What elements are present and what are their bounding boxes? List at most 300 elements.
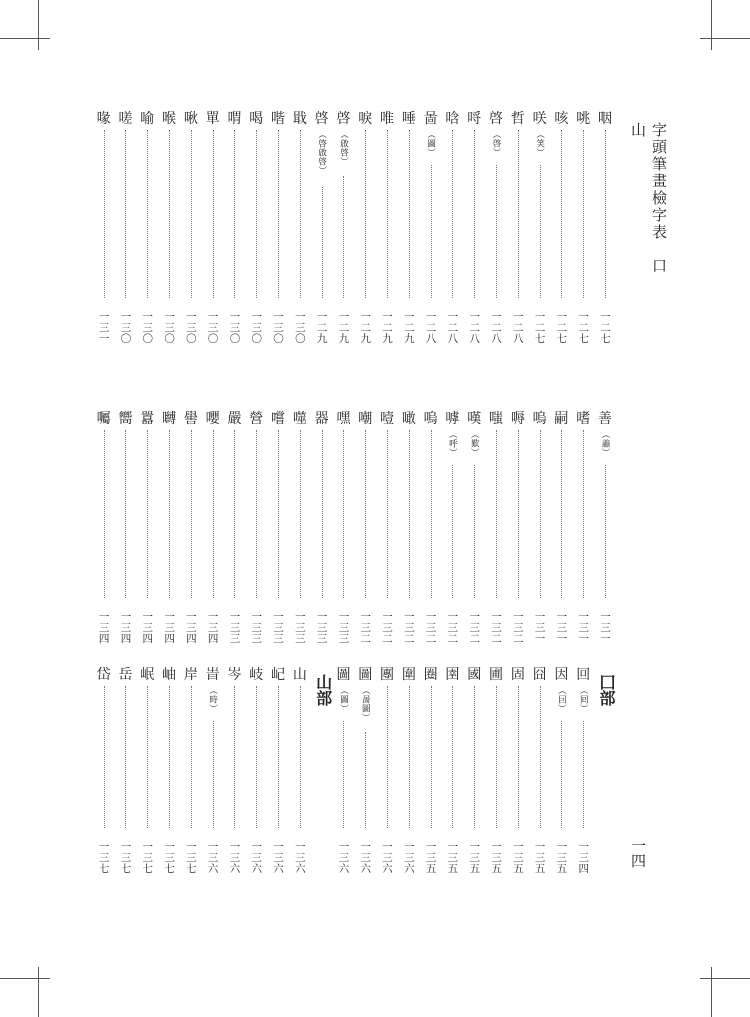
dot-leader bbox=[452, 130, 453, 298]
entry-char: 岑 bbox=[227, 667, 242, 683]
entry-page: 一二八 bbox=[468, 311, 481, 344]
dot-leader bbox=[518, 130, 519, 298]
dot-leader bbox=[540, 430, 541, 598]
entry-char: 因 bbox=[554, 667, 569, 683]
entry-page: 一三七 bbox=[163, 841, 176, 874]
index-entry bbox=[442, 112, 463, 344]
dot-leader bbox=[322, 187, 323, 298]
entry-char: 啾 bbox=[183, 111, 198, 127]
entry-char: 啓 bbox=[314, 111, 329, 127]
index-band-3 bbox=[93, 668, 616, 874]
index-entry bbox=[159, 412, 180, 644]
index-entry bbox=[94, 668, 115, 874]
entry-page: 一三七 bbox=[141, 841, 154, 874]
entry-page: 一三〇 bbox=[250, 311, 263, 344]
entry-page: 一三六 bbox=[402, 841, 415, 874]
entry-page: 一二九 bbox=[381, 311, 394, 344]
index-entry bbox=[246, 112, 267, 344]
entry-page: 一三三 bbox=[337, 611, 350, 644]
entry-char: 嚳 bbox=[183, 411, 198, 427]
crop-mark bbox=[38, 0, 39, 50]
entry-char: 嚐 bbox=[271, 411, 286, 427]
entry-char: 啓 bbox=[489, 111, 504, 127]
entry-page: 一二八 bbox=[424, 311, 437, 344]
entry-page: 一三〇 bbox=[228, 311, 241, 344]
entry-char: 圍 bbox=[401, 667, 416, 683]
entry-page: 一三四 bbox=[119, 611, 132, 644]
entry-char: 屺 bbox=[271, 667, 286, 683]
dot-leader bbox=[278, 430, 279, 598]
index-entry bbox=[595, 412, 616, 644]
index-entry bbox=[508, 112, 529, 344]
crop-mark bbox=[700, 978, 750, 979]
index-entry bbox=[530, 112, 551, 344]
index-entry bbox=[115, 112, 136, 344]
entry-page: 一三三 bbox=[315, 611, 328, 644]
index-entry bbox=[312, 412, 333, 644]
entry-char: 咽 bbox=[598, 111, 612, 127]
dot-leader bbox=[605, 130, 606, 298]
entry-variant: （囙） bbox=[556, 686, 567, 713]
dot-leader bbox=[191, 130, 192, 298]
entry-variant: （啓啟啓） bbox=[316, 130, 327, 175]
entry-page: 一三五 bbox=[424, 841, 437, 874]
index-entry bbox=[464, 668, 485, 874]
index-entry bbox=[159, 668, 180, 874]
entry-page: 一三六 bbox=[206, 841, 219, 874]
entry-page: 一三一 bbox=[97, 311, 110, 344]
entry-char: 嗜 bbox=[576, 411, 591, 427]
index-entry bbox=[137, 668, 158, 874]
entry-char: 喉 bbox=[162, 111, 177, 127]
dot-leader bbox=[147, 430, 148, 598]
entry-char: 唳 bbox=[358, 111, 373, 127]
entry-char: 岷 bbox=[140, 667, 155, 683]
index-entry bbox=[399, 668, 420, 874]
entry-page: 一二八 bbox=[490, 311, 503, 344]
dot-leader bbox=[409, 686, 410, 828]
dot-leader bbox=[322, 430, 323, 598]
index-entry bbox=[290, 412, 311, 644]
entry-char: 嘑 bbox=[445, 411, 460, 427]
index-entry bbox=[268, 112, 289, 344]
entry-page: 一三二 bbox=[511, 611, 524, 644]
entry-page: 一三六 bbox=[359, 841, 372, 874]
index-entry bbox=[224, 668, 245, 874]
dot-leader bbox=[213, 430, 214, 598]
entry-page: 一三四 bbox=[577, 841, 590, 874]
entry-char: 團 bbox=[380, 667, 395, 683]
entry-char: 囂 bbox=[140, 411, 155, 427]
crop-mark bbox=[711, 0, 712, 50]
entry-page: 一二九 bbox=[315, 311, 328, 344]
entry-variant: （囘） bbox=[578, 686, 589, 713]
dot-leader bbox=[387, 130, 388, 298]
dot-leader bbox=[147, 686, 148, 828]
index-entry bbox=[486, 112, 507, 344]
dot-leader bbox=[561, 130, 562, 298]
index-entry bbox=[333, 668, 354, 874]
index-entry bbox=[94, 112, 115, 344]
entry-page: 一三七 bbox=[97, 841, 110, 874]
index-entry bbox=[203, 112, 224, 344]
entry-char: 咲 bbox=[532, 111, 547, 127]
index-band-2 bbox=[93, 412, 616, 644]
entry-char: 哲 bbox=[510, 111, 525, 127]
entry-page: 一三二 bbox=[490, 611, 503, 644]
index-entry bbox=[115, 668, 136, 874]
entry-page: 一三五 bbox=[446, 841, 459, 874]
dot-leader bbox=[125, 686, 126, 828]
entry-page: 一三〇 bbox=[141, 311, 154, 344]
dot-leader bbox=[561, 721, 562, 828]
entry-char: 善 bbox=[598, 411, 612, 427]
entry-page: 一三三 bbox=[250, 611, 263, 644]
dot-leader bbox=[169, 130, 170, 298]
index-entry bbox=[551, 112, 572, 344]
entry-char: 嚴 bbox=[227, 411, 242, 427]
dot-leader bbox=[540, 165, 541, 298]
crop-mark bbox=[700, 38, 750, 39]
entry-page: 一三五 bbox=[468, 841, 481, 874]
index-entry bbox=[355, 668, 376, 874]
page-number: 一四 bbox=[629, 838, 647, 868]
dot-leader bbox=[496, 165, 497, 298]
entry-char: 嚶 bbox=[205, 411, 220, 427]
section-heading bbox=[312, 668, 333, 874]
entry-char: 喈 bbox=[271, 111, 286, 127]
index-entry bbox=[464, 412, 485, 644]
entry-page: 一三二 bbox=[402, 611, 415, 644]
dot-leader bbox=[125, 130, 126, 298]
entry-page: 一三四 bbox=[206, 611, 219, 644]
entry-page: 一三六 bbox=[250, 841, 263, 874]
entry-page: 一三一 bbox=[599, 611, 611, 644]
index-entry bbox=[464, 112, 485, 344]
dot-leader bbox=[213, 130, 214, 298]
index-entry bbox=[181, 668, 202, 874]
entry-char: 嘿 bbox=[336, 411, 351, 427]
entry-variant: （譱） bbox=[600, 430, 610, 457]
entry-page: 一二七 bbox=[555, 311, 568, 344]
entry-char: 戢 bbox=[292, 111, 307, 127]
index-entry bbox=[333, 112, 354, 344]
entry-char: 營 bbox=[249, 411, 264, 427]
entry-page: 一三五 bbox=[511, 841, 524, 874]
entry-char: 固 bbox=[510, 667, 525, 683]
dot-leader bbox=[256, 430, 257, 598]
dot-leader bbox=[496, 686, 497, 828]
dot-leader bbox=[431, 165, 432, 298]
dot-leader bbox=[518, 686, 519, 828]
crop-mark bbox=[0, 978, 50, 979]
index-entry bbox=[377, 412, 398, 644]
index-entry bbox=[94, 412, 115, 644]
entry-variant: （啚圖） bbox=[360, 686, 371, 722]
index-entry bbox=[377, 668, 398, 874]
dot-leader bbox=[474, 130, 475, 298]
entry-variant: （歎） bbox=[469, 430, 480, 457]
entry-variant: （啓） bbox=[491, 130, 502, 157]
entry-char: 圖 bbox=[358, 667, 373, 683]
entry-page: 一二八 bbox=[446, 311, 459, 344]
entry-page: 一三一 bbox=[533, 611, 546, 644]
entry-char: 唯 bbox=[380, 111, 395, 127]
entry-page: 一三一 bbox=[577, 611, 590, 644]
dot-leader bbox=[496, 430, 497, 598]
entry-char: 嘲 bbox=[358, 411, 373, 427]
dot-leader bbox=[474, 465, 475, 598]
dot-leader bbox=[169, 686, 170, 828]
entry-page: 一三二 bbox=[468, 611, 481, 644]
entry-page: 一三〇 bbox=[206, 311, 219, 344]
entry-char: 山 bbox=[292, 667, 307, 683]
index-entry bbox=[246, 412, 267, 644]
index-band-1 bbox=[93, 112, 616, 344]
entry-char: 啚 bbox=[423, 111, 438, 127]
entry-page: 一三七 bbox=[119, 841, 132, 874]
entry-char: 啓 bbox=[336, 111, 351, 127]
entry-char: 嗚 bbox=[532, 411, 547, 427]
entry-char: 嗤 bbox=[489, 411, 504, 427]
index-entry bbox=[333, 412, 354, 644]
dot-leader bbox=[278, 686, 279, 828]
entry-variant: （笑） bbox=[534, 130, 545, 157]
entry-page: 一三三 bbox=[228, 611, 241, 644]
entry-char: 喻 bbox=[140, 111, 155, 127]
entry-page: 一三〇 bbox=[272, 311, 285, 344]
entry-char: 喟 bbox=[227, 111, 242, 127]
index-entry bbox=[486, 412, 507, 644]
entry-page: 一三一 bbox=[555, 611, 568, 644]
entry-char: 噉 bbox=[401, 411, 416, 427]
index-entry bbox=[224, 112, 245, 344]
entry-page: 一三四 bbox=[163, 611, 176, 644]
index-entry bbox=[290, 112, 311, 344]
entry-page: 一三六 bbox=[381, 841, 394, 874]
entry-char: 器 bbox=[314, 411, 329, 427]
entry-char: 嗟 bbox=[118, 111, 133, 127]
dot-leader bbox=[365, 732, 366, 828]
entry-page: 一三五 bbox=[555, 841, 568, 874]
dot-leader bbox=[300, 686, 301, 828]
entry-page: 一三三 bbox=[272, 611, 285, 644]
index-entry bbox=[486, 668, 507, 874]
dot-leader bbox=[104, 686, 105, 828]
dot-leader bbox=[234, 686, 235, 828]
section-title: 山部 bbox=[313, 674, 333, 706]
dot-leader bbox=[234, 430, 235, 598]
dot-leader bbox=[365, 130, 366, 298]
dot-leader bbox=[583, 721, 584, 828]
entry-char: 圈 bbox=[423, 667, 438, 683]
dot-leader bbox=[343, 176, 344, 298]
entry-page: 一三五 bbox=[490, 841, 503, 874]
entry-page: 一三二 bbox=[381, 611, 394, 644]
dot-leader bbox=[191, 430, 192, 598]
entry-page: 一二九 bbox=[337, 311, 350, 344]
dot-leader bbox=[409, 430, 410, 598]
dot-leader bbox=[605, 465, 606, 598]
entry-page: 一三〇 bbox=[163, 311, 176, 344]
entry-char: 喙 bbox=[96, 111, 111, 127]
entry-char: 嗣 bbox=[554, 411, 569, 427]
entry-page: 一三六 bbox=[228, 841, 241, 874]
dot-leader bbox=[387, 686, 388, 828]
index-entry bbox=[290, 668, 311, 874]
entry-char: 旹 bbox=[205, 667, 220, 683]
index-entry bbox=[573, 112, 594, 344]
index-entry bbox=[442, 412, 463, 644]
dot-leader bbox=[365, 430, 366, 598]
entry-char: 圉 bbox=[445, 667, 460, 683]
dot-leader bbox=[518, 430, 519, 598]
index-entry bbox=[377, 112, 398, 344]
entry-char: 囑 bbox=[96, 411, 111, 427]
index-entry bbox=[421, 112, 442, 344]
index-entry bbox=[551, 668, 572, 874]
index-entry bbox=[399, 412, 420, 644]
dot-leader bbox=[213, 721, 214, 828]
running-header: 字頭筆畫檢字表 口 山 bbox=[629, 122, 668, 275]
entry-char: 哷 bbox=[467, 111, 482, 127]
entry-char: 岸 bbox=[183, 667, 198, 683]
entry-char: 岐 bbox=[249, 667, 264, 683]
dot-leader bbox=[256, 130, 257, 298]
entry-page: 一三四 bbox=[141, 611, 154, 644]
index-entry bbox=[181, 112, 202, 344]
dot-leader bbox=[474, 686, 475, 828]
index-entry bbox=[137, 412, 158, 644]
index-entry bbox=[203, 412, 224, 644]
entry-char: 咳 bbox=[554, 111, 569, 127]
entry-page: 一三〇 bbox=[119, 311, 132, 344]
index-entry bbox=[399, 112, 420, 344]
dot-leader bbox=[409, 130, 410, 298]
index-entry bbox=[115, 412, 136, 644]
entry-char: 嗕 bbox=[510, 411, 525, 427]
entry-char: 岳 bbox=[118, 667, 133, 683]
dot-leader bbox=[343, 430, 344, 598]
dot-leader bbox=[431, 686, 432, 828]
entry-page: 一三六 bbox=[272, 841, 285, 874]
entry-page: 一三四 bbox=[184, 611, 197, 644]
index-entry bbox=[551, 412, 572, 644]
entry-char: 岱 bbox=[96, 667, 111, 683]
entry-page: 一二九 bbox=[359, 311, 372, 344]
entry-char: 唾 bbox=[401, 111, 416, 127]
index-entry bbox=[224, 412, 245, 644]
entry-char: 咷 bbox=[576, 111, 591, 127]
dot-leader bbox=[452, 465, 453, 598]
dot-leader bbox=[147, 130, 148, 298]
dot-leader bbox=[583, 430, 584, 598]
index-entry bbox=[268, 412, 289, 644]
index-entry bbox=[355, 412, 376, 644]
dot-leader bbox=[561, 430, 562, 598]
index-entry bbox=[508, 412, 529, 644]
index-entry bbox=[421, 668, 442, 874]
index-entry bbox=[595, 112, 616, 344]
index-entry bbox=[442, 668, 463, 874]
crop-mark bbox=[0, 38, 50, 39]
dot-leader bbox=[256, 686, 257, 828]
dot-leader bbox=[300, 430, 301, 598]
index-entry bbox=[508, 668, 529, 874]
entry-variant: （呼） bbox=[447, 430, 458, 457]
index-entry bbox=[246, 668, 267, 874]
index-entry bbox=[268, 668, 289, 874]
dot-leader bbox=[387, 430, 388, 598]
entry-char: 嚮 bbox=[118, 411, 133, 427]
index-entry bbox=[137, 112, 158, 344]
index-entry bbox=[355, 112, 376, 344]
entry-char: 單 bbox=[205, 111, 220, 127]
index-entry bbox=[203, 668, 224, 874]
entry-page: 一二七 bbox=[599, 311, 611, 344]
index-entry bbox=[312, 112, 333, 344]
dot-leader bbox=[104, 130, 105, 298]
dot-leader bbox=[234, 130, 235, 298]
dot-leader bbox=[169, 430, 170, 598]
entry-char: 圖 bbox=[336, 667, 351, 683]
entry-page: 一二九 bbox=[402, 311, 415, 344]
dot-leader bbox=[300, 130, 301, 298]
entry-variant: （啟啓） bbox=[338, 130, 349, 166]
entry-char: 唅 bbox=[445, 111, 460, 127]
dot-leader bbox=[104, 430, 105, 598]
entry-page: 一三〇 bbox=[293, 311, 306, 344]
entry-page: 一三四 bbox=[97, 611, 110, 644]
dot-leader bbox=[452, 686, 453, 828]
index-entry bbox=[530, 412, 551, 644]
entry-char: 噬 bbox=[292, 411, 307, 427]
entry-variant: （圖） bbox=[425, 130, 436, 157]
index-entry bbox=[530, 668, 551, 874]
entry-page: 一二七 bbox=[533, 311, 546, 344]
entry-char: 囧 bbox=[532, 667, 547, 683]
entry-char: 圃 bbox=[489, 667, 504, 683]
section-title: 囗部 bbox=[597, 674, 616, 706]
index-entry bbox=[159, 112, 180, 344]
entry-char: 回 bbox=[576, 667, 591, 683]
dot-leader bbox=[540, 686, 541, 828]
crop-mark bbox=[38, 967, 39, 1017]
entry-char: 國 bbox=[467, 667, 482, 683]
entry-char: 噎 bbox=[380, 411, 395, 427]
dot-leader bbox=[191, 686, 192, 828]
index-entry bbox=[573, 412, 594, 644]
index-entry bbox=[181, 412, 202, 644]
entry-page: 一三二 bbox=[424, 611, 437, 644]
section-heading bbox=[595, 668, 616, 874]
entry-page: 一三二 bbox=[359, 611, 372, 644]
entry-page: 一三三 bbox=[293, 611, 306, 644]
index-entry bbox=[421, 412, 442, 644]
entry-page: 一三六 bbox=[293, 841, 306, 874]
entry-char: 嘆 bbox=[467, 411, 482, 427]
dot-leader bbox=[583, 130, 584, 298]
entry-char: 嚩 bbox=[162, 411, 177, 427]
dot-leader bbox=[343, 721, 344, 828]
entry-page: 一二八 bbox=[511, 311, 524, 344]
entry-variant: （時） bbox=[207, 686, 218, 713]
dot-leader bbox=[125, 430, 126, 598]
entry-page: 一二七 bbox=[577, 311, 590, 344]
entry-char: 喝 bbox=[249, 111, 264, 127]
crop-mark bbox=[711, 967, 712, 1017]
dot-leader bbox=[431, 430, 432, 598]
